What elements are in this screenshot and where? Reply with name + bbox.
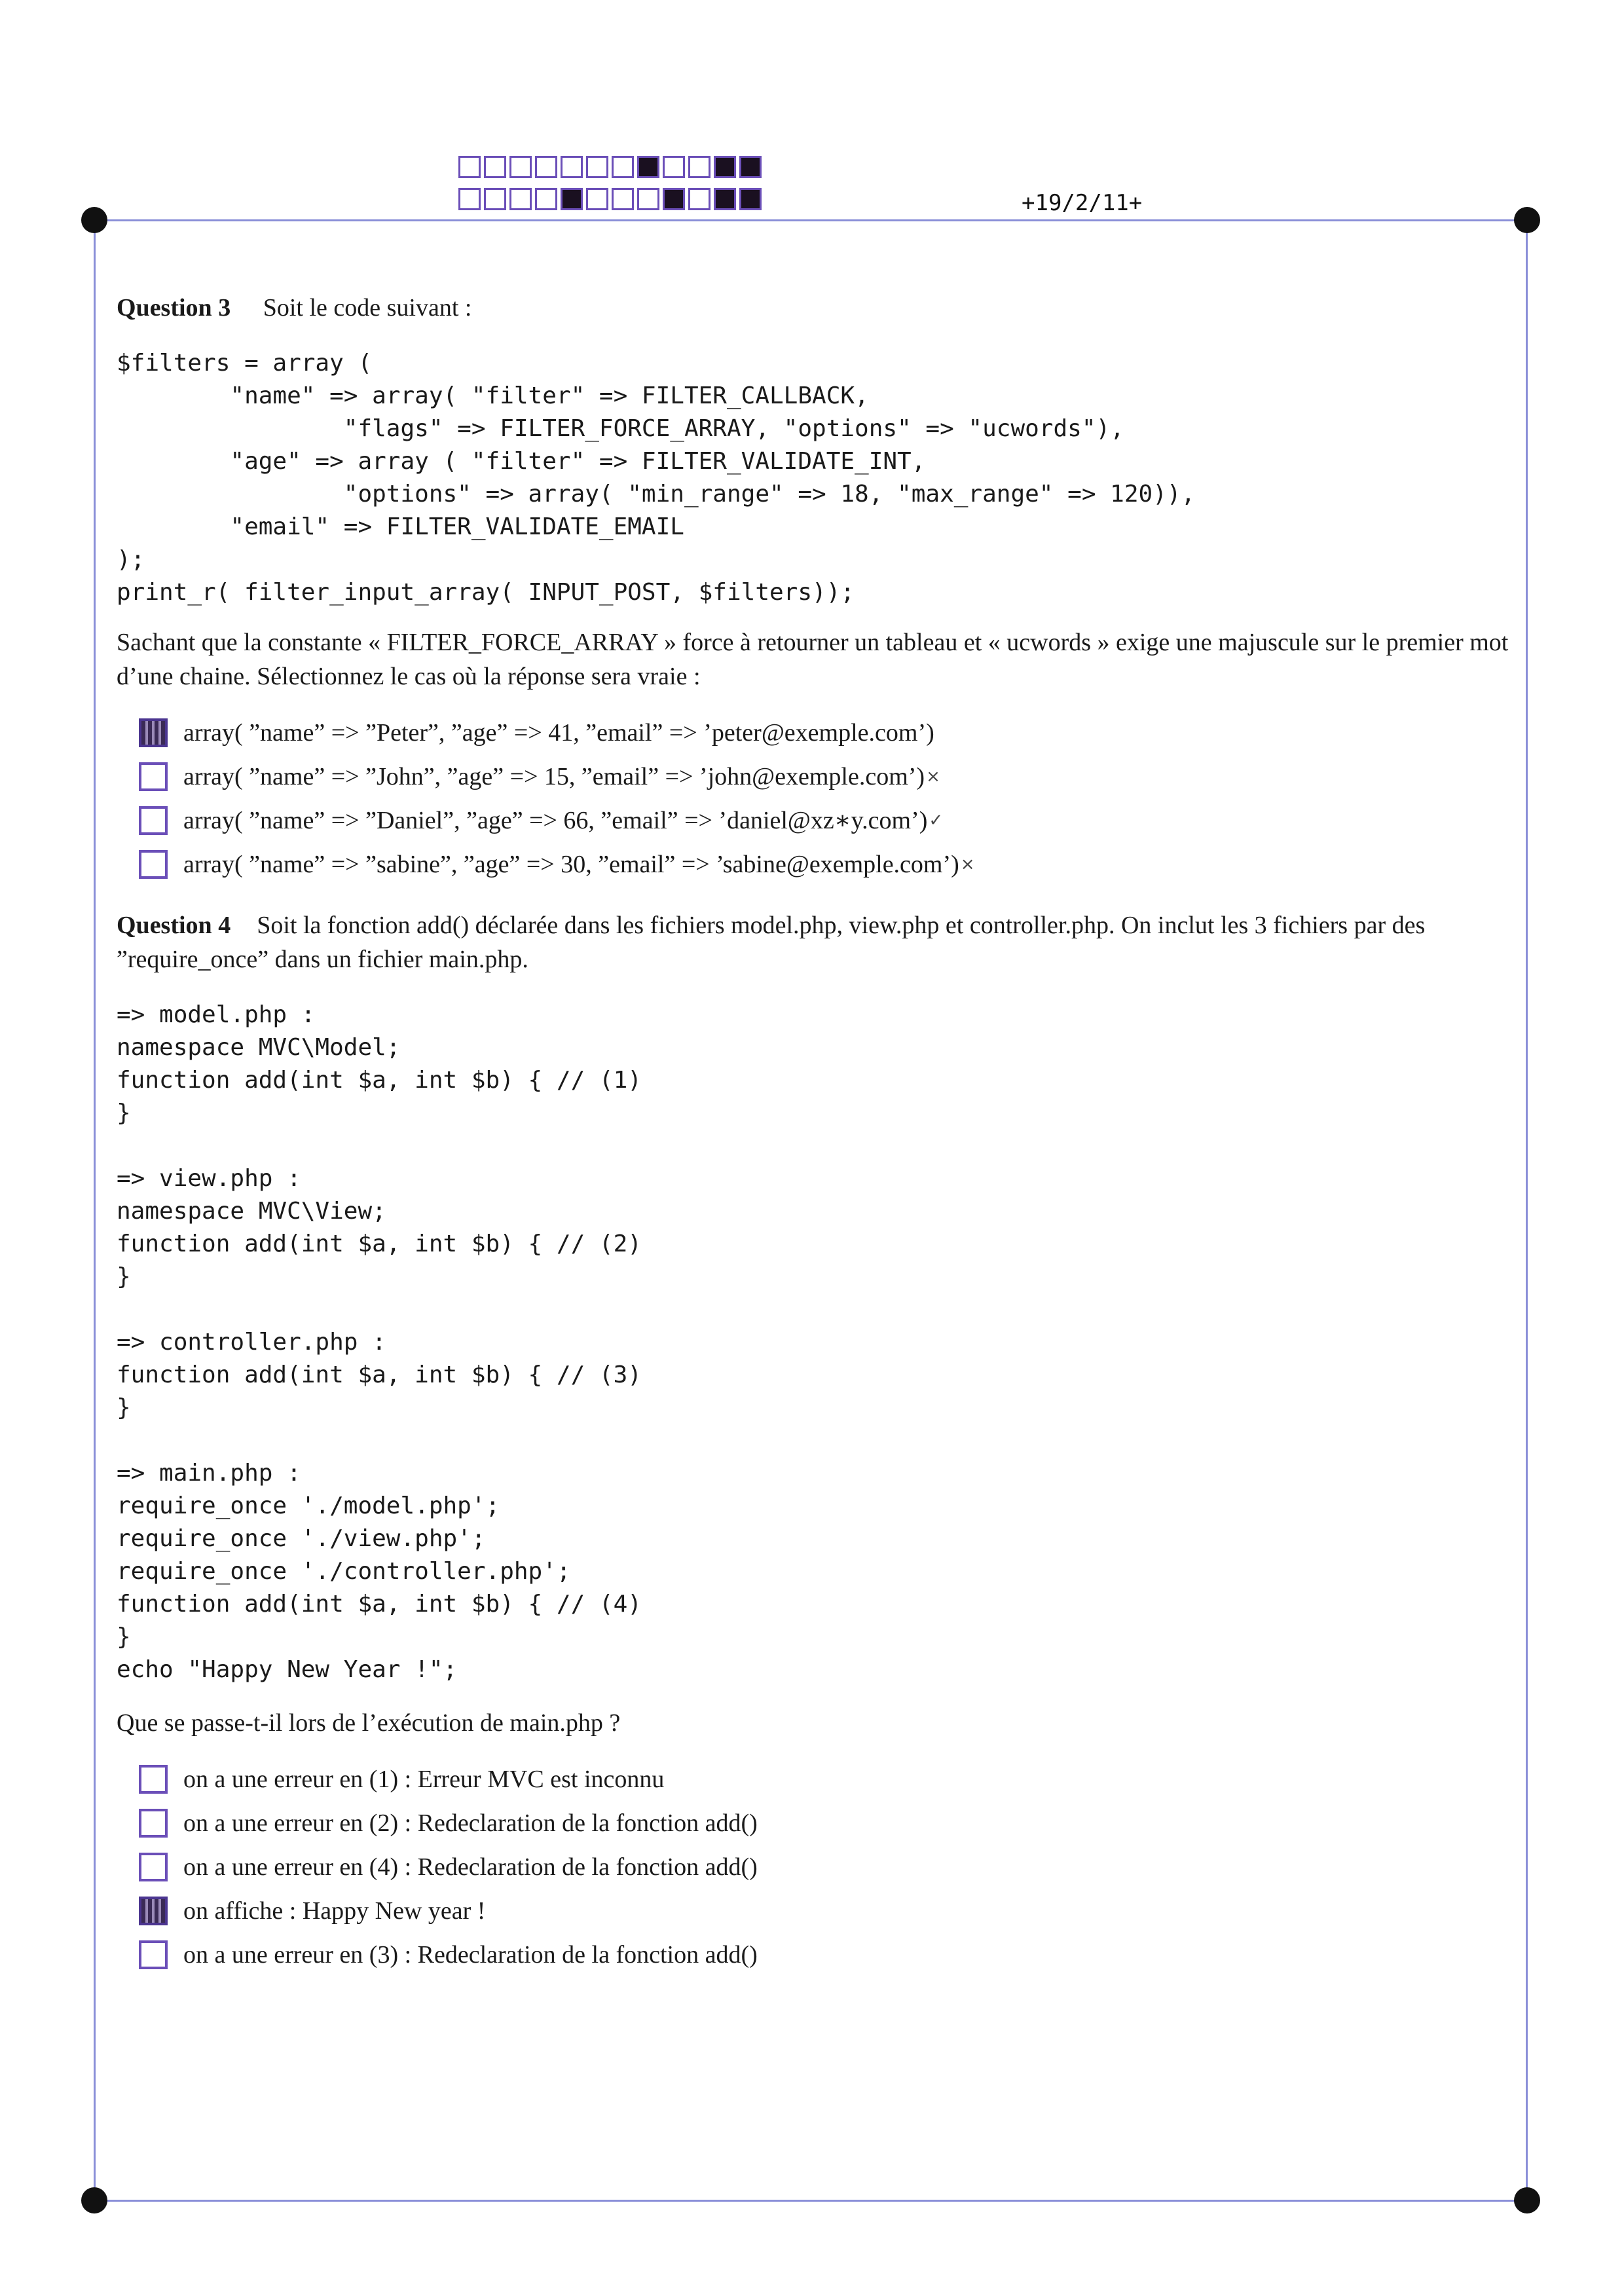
answer-option[interactable] bbox=[139, 798, 975, 842]
question-4-answers bbox=[139, 1757, 758, 1976]
answer-checkbox[interactable] bbox=[139, 1765, 168, 1794]
barcode-cell bbox=[663, 156, 685, 178]
frame-bottom-line bbox=[94, 2200, 1528, 2202]
barcode-cell bbox=[458, 156, 481, 178]
answer-text: array( ”name” => ”Peter”, ”age” => 41, ”email” => ’peter@exemple.com’) bbox=[183, 718, 934, 747]
question-3-label: Question 3 bbox=[117, 294, 231, 322]
answer-checkbox[interactable] bbox=[139, 1940, 168, 1969]
barcode-cell bbox=[663, 188, 685, 210]
barcode-cell bbox=[535, 188, 557, 210]
answer-text: on a une erreur en (1) : Erreur MVC est inconnu bbox=[183, 1765, 665, 1793]
handwritten-mark: × bbox=[926, 766, 940, 787]
barcode-cell bbox=[739, 156, 762, 178]
answer-text: on a une erreur en (4) : Redeclaration de la fonction add() bbox=[183, 1853, 758, 1881]
answer-checkbox[interactable] bbox=[139, 718, 168, 747]
answer-checkbox[interactable] bbox=[139, 1897, 168, 1925]
answer-option[interactable] bbox=[139, 711, 975, 754]
barcode-cell bbox=[484, 156, 506, 178]
answer-checkbox[interactable] bbox=[139, 850, 168, 879]
corner-marker-top-right bbox=[1514, 207, 1540, 233]
page-identifier: +19/2/11+ bbox=[1022, 190, 1143, 216]
barcode-cell bbox=[714, 156, 736, 178]
barcode-cell bbox=[637, 188, 659, 210]
answer-text: array( ”name” => ”sabine”, ”age” => 30, ”email” => ’sabine@exemple.com’) bbox=[183, 850, 959, 878]
handwritten-mark: × bbox=[960, 854, 975, 874]
answer-text: array( ”name” => ”John”, ”age” => 15, ”email” => ’john@exemple.com’) bbox=[183, 762, 925, 790]
handwritten-mark: ✓ bbox=[929, 810, 944, 830]
frame-top-line bbox=[94, 219, 1528, 221]
barcode-cell bbox=[688, 188, 710, 210]
barcode-cell bbox=[509, 188, 532, 210]
answer-text: on affiche : Happy New year ! bbox=[183, 1897, 486, 1925]
answer-checkbox[interactable] bbox=[139, 762, 168, 791]
barcode-cell bbox=[714, 188, 736, 210]
answer-option[interactable] bbox=[139, 842, 975, 886]
barcode-cell bbox=[688, 156, 710, 178]
question-4-question: Que se passe-t-il lors de l’exécution de main.php ? bbox=[117, 1709, 621, 1737]
question-3-code: $filters = array ( "name" => array( "filter" => FILTER_CALLBACK, "flags" => FILTER_FORCE_ARRAY, "options" => "ucwords"), "age" => array ( "filter" => FILTER_VALIDATE_INT, "options" => array( "min_range" => 18, "max_range" => 120)), "email" => FILTER_VALIDATE_EMAIL ); print_r( filter_input_array( INPUT_POST, $filters)); bbox=[117, 350, 1196, 606]
barcode-cell bbox=[535, 156, 557, 178]
answer-text: on a une erreur en (2) : Redeclaration de la fonction add() bbox=[183, 1809, 758, 1837]
answer-checkbox[interactable] bbox=[139, 1853, 168, 1881]
corner-marker-bottom-left bbox=[81, 2187, 107, 2213]
answer-text: array( ”name” => ”Daniel”, ”age” => 66, ”email” => ’daniel@xz∗y.com’) bbox=[183, 807, 928, 834]
barcode-cell bbox=[561, 156, 583, 178]
barcode-cell bbox=[637, 156, 659, 178]
question-3-intro: Soit le code suivant : bbox=[263, 294, 472, 322]
corner-marker-bottom-right bbox=[1514, 2187, 1540, 2213]
answer-option[interactable] bbox=[139, 1845, 758, 1889]
question-4-code: => model.php : namespace MVC\Model; function add(int $a, int $b) { // (1) } => view.php : namespace MVC\View; function add(int $a, int $b) { // (2) } => controller.php : function add(int $a, int $b) { // (3) } => main.php : require_once './model.php'; require_once './view.php'; require_once './controller.php'; function add(int $a, int $b) { // (4) } echo "Happy New Year !"; bbox=[117, 1001, 642, 1683]
barcode-cell bbox=[484, 188, 506, 210]
barcode-cell bbox=[612, 156, 634, 178]
answer-checkbox[interactable] bbox=[139, 806, 168, 835]
barcode-cell bbox=[612, 188, 634, 210]
frame-right-line bbox=[1526, 219, 1528, 2202]
answer-option[interactable] bbox=[139, 754, 975, 798]
answer-option[interactable] bbox=[139, 1889, 758, 1933]
question-4-intro: Soit la fonction add() déclarée dans les fichiers model.php, view.php et controller.php. On inclut les 3 fichiers par des ”require_once” dans un fichier main.php. bbox=[117, 912, 1426, 973]
answer-option[interactable] bbox=[139, 1933, 758, 1976]
question-3-explanation: Sachant que la constante « FILTER_FORCE_ARRAY » force à retourner un tableau et « ucwords » exige une majuscule sur le premier mot d’une chaine. Sélectionnez le cas où la réponse sera vraie : bbox=[117, 629, 1509, 690]
barcode-row bbox=[458, 188, 765, 210]
barcode-cell bbox=[739, 188, 762, 210]
barcode-row bbox=[458, 156, 765, 178]
question-3-answers bbox=[139, 711, 975, 886]
barcode-cell bbox=[561, 188, 583, 210]
answer-option[interactable] bbox=[139, 1801, 758, 1845]
answer-option[interactable] bbox=[139, 1757, 758, 1801]
answer-checkbox[interactable] bbox=[139, 1809, 168, 1838]
corner-marker-top-left bbox=[81, 207, 107, 233]
barcode-cell bbox=[509, 156, 532, 178]
question-3-title bbox=[117, 293, 471, 322]
question-4-title bbox=[117, 908, 1518, 976]
question-4-label: Question 4 bbox=[117, 912, 231, 939]
barcode-cell bbox=[586, 156, 608, 178]
answer-text: on a une erreur en (3) : Redeclaration de la fonction add() bbox=[183, 1940, 758, 1969]
frame-left-line bbox=[94, 219, 96, 2202]
barcode-cell bbox=[586, 188, 608, 210]
barcode-cell bbox=[458, 188, 481, 210]
